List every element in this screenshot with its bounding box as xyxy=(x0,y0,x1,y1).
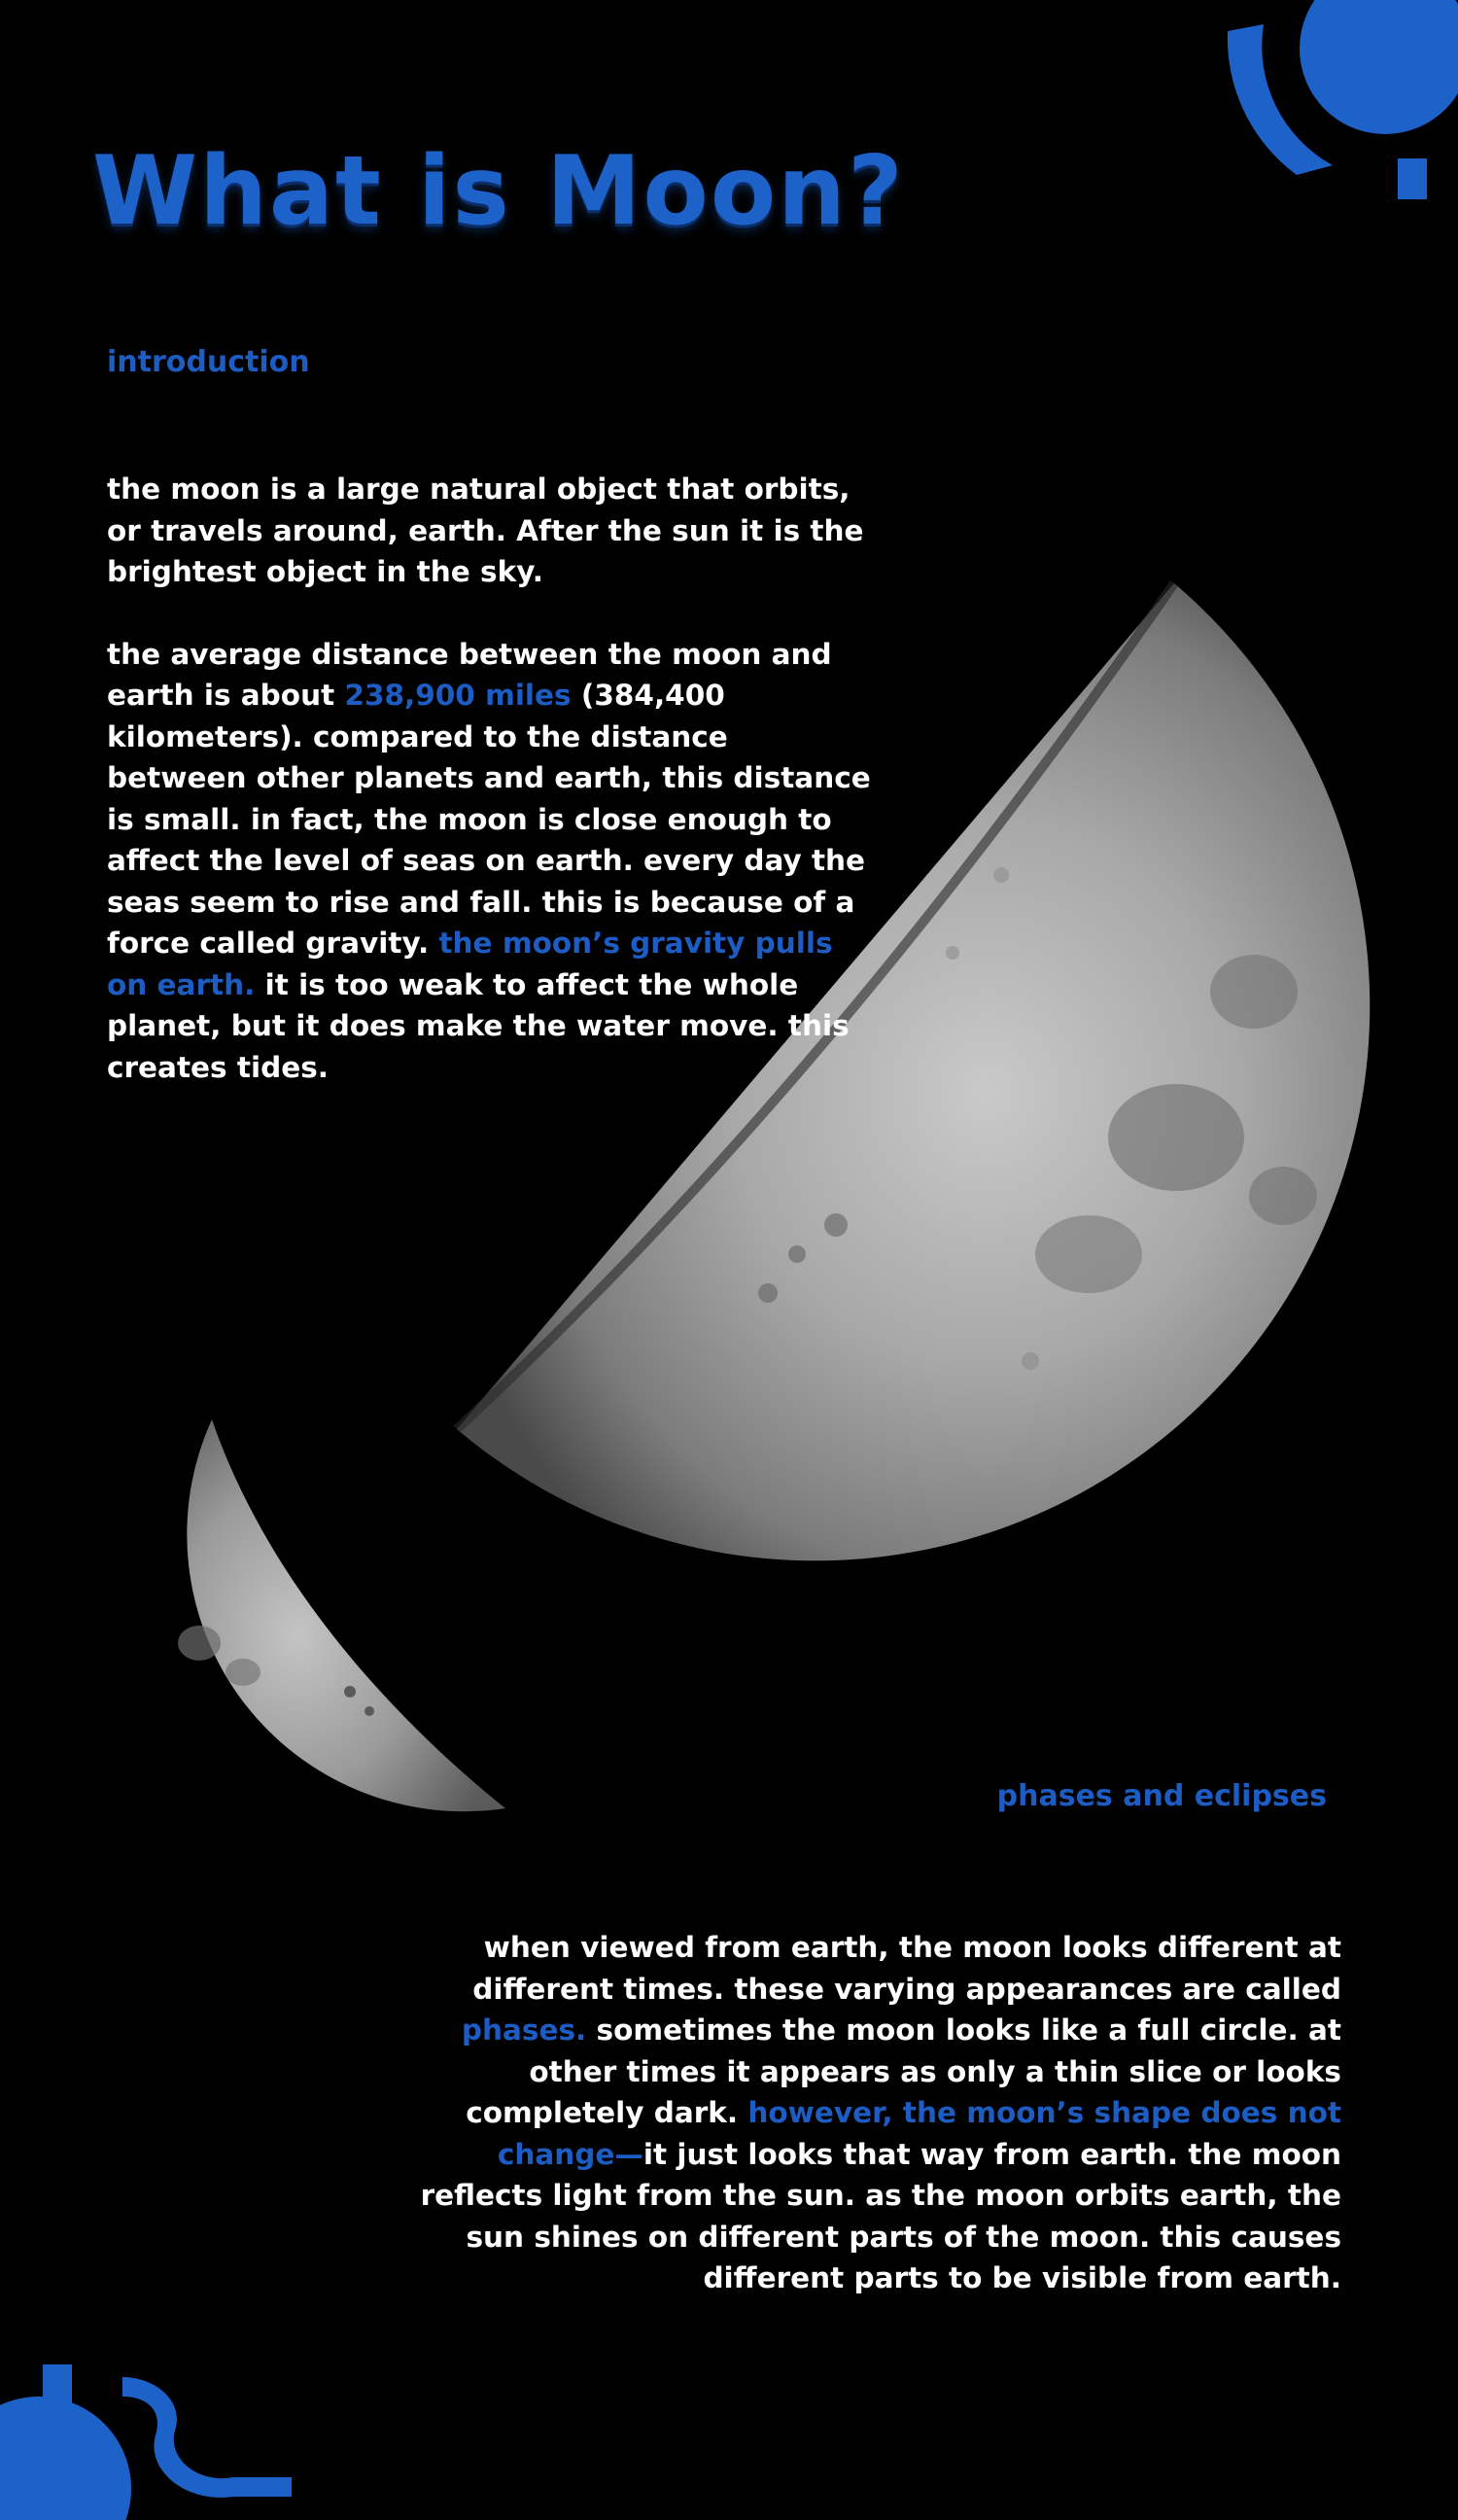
highlight-phases: phases. xyxy=(461,2013,587,2047)
decoration-top-right xyxy=(1228,0,1458,199)
introduction-text xyxy=(107,469,875,1088)
text-run: it just looks that way from earth. the moon reflects light from the sun. as the moon orbits earth, the sun shines on different parts of the moon. this causes different parts to be visible from earth. xyxy=(420,2137,1341,2294)
highlight-shape: however, the moon’s shape does not change— xyxy=(497,2096,1341,2171)
small-moon-image xyxy=(178,1419,505,1811)
decoration-bottom-left xyxy=(0,2364,292,2520)
highlight-gravity: the moon’s gravity pulls on earth. xyxy=(107,927,833,1001)
text-run: it is too weak to affect the whole planet, but it does make the water move. this creates tides. xyxy=(107,967,850,1084)
section-heading-phases: phases and eclipses xyxy=(996,1779,1327,1813)
highlight-distance: 238,900 miles xyxy=(344,679,572,712)
phases-paragraph xyxy=(418,1927,1341,2299)
text-run: when viewed from earth, the moon looks different at different times. these varying appearances are called xyxy=(472,1931,1341,2006)
section-heading-introduction: introduction xyxy=(107,345,310,379)
page-title: What is Moon? xyxy=(92,136,905,247)
introduction-paragraph-2 xyxy=(107,634,875,1089)
introduction-paragraph-1: the moon is a large natural object that orbits, or travels around, earth. After the sun it is the brightest object in the sky. xyxy=(107,472,864,588)
text-run: the average distance between the moon and earth is about xyxy=(107,637,832,712)
text-run: (384,400 kilometers). compared to the distance between other planets and earth, this distance is small. in fact, the moon is close enough to affect the level of seas on earth. every day the seas seem to rise and fall. this is because of a force called gravity. xyxy=(107,679,871,960)
text-run: sometimes the moon looks like a full circle. at other times it appears as only a thin slice or looks completely dark. xyxy=(466,2013,1341,2129)
